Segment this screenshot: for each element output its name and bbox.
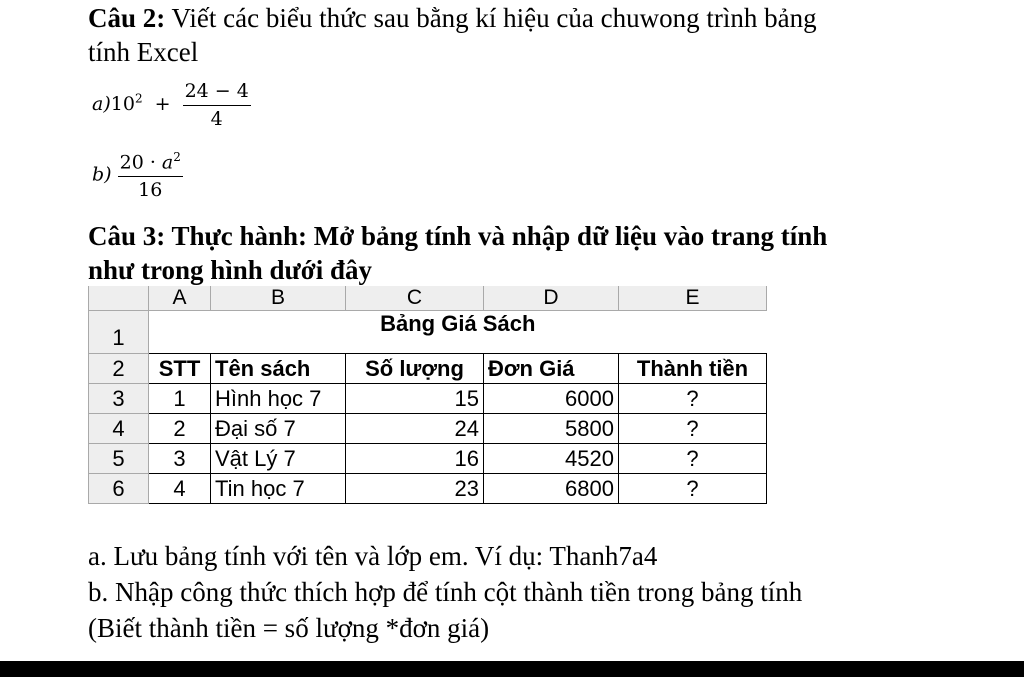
spreadsheet-table — [88, 286, 767, 504]
table-cell[interactable]: Vật Lý 7 — [211, 444, 346, 474]
table-cell[interactable]: Hình học 7 — [211, 384, 346, 414]
cau2-title — [88, 2, 817, 34]
header-cell-don-gia[interactable]: Đơn Giá — [484, 354, 619, 384]
formula-b-denominator: 16 — [138, 179, 163, 202]
table-cell[interactable]: Đại số 7 — [211, 414, 346, 444]
table-cell[interactable]: Tin học 7 — [211, 474, 346, 504]
formula-b-var: a — [161, 151, 174, 174]
table-cell[interactable]: ? — [619, 444, 767, 474]
column-header-c[interactable]: C — [346, 286, 484, 311]
header-cell-ten-sach[interactable]: Tên sách — [211, 354, 346, 384]
table-cell[interactable]: 4520 — [484, 444, 619, 474]
bottom-black-bar — [0, 661, 1024, 677]
formula-a-exp: 2 — [134, 91, 143, 106]
row-header-3[interactable]: 3 — [89, 384, 149, 414]
corner-cell[interactable] — [89, 286, 149, 311]
formula-b-label: b) — [92, 163, 112, 186]
cau2-text: Viết các biểu thức sau bằng kí hiệu của chuwong trình bảng — [165, 3, 817, 33]
cau3-title: Câu 3: Thực hành: Mở bảng tính và nhập dữ liệu vào trang tính — [88, 221, 828, 251]
cau3-title-line2: như trong hình dưới đây — [88, 255, 372, 285]
formula-a-fraction — [183, 80, 251, 130]
formula-a-numerator: 24 − 4 — [183, 80, 251, 106]
formula-a-label: a) — [92, 93, 111, 115]
table-row — [89, 444, 767, 474]
header-cell-so-luong[interactable]: Số lượng — [346, 354, 484, 384]
table-row — [89, 384, 767, 414]
table-cell[interactable]: ? — [619, 474, 767, 504]
formula-a-base: 10 — [110, 93, 135, 115]
table-row — [89, 311, 767, 354]
formula-b-fraction — [118, 150, 183, 201]
table-cell[interactable]: 23 — [346, 474, 484, 504]
formula-b-exp: 2 — [173, 150, 181, 164]
formula-a — [92, 80, 251, 130]
task-b-note: (Biết thành tiền = số lượng *đơn giá) — [88, 613, 490, 643]
column-header-e[interactable]: E — [619, 286, 767, 311]
row-header-6[interactable]: 6 — [89, 474, 149, 504]
table-cell[interactable]: 6800 — [484, 474, 619, 504]
formula-a-denominator: 4 — [210, 108, 223, 130]
formula-a-plus: + — [154, 93, 171, 115]
cau2-label: Câu 2: — [88, 3, 166, 33]
sheet-title-cell[interactable]: Bảng Giá Sách — [380, 311, 536, 336]
table-cell[interactable]: 2 — [149, 414, 211, 444]
table-row — [89, 354, 767, 384]
formula-b-coef: 20 · — [119, 151, 162, 174]
column-header-b[interactable]: B — [211, 286, 346, 311]
table-row — [89, 474, 767, 504]
task-b: b. Nhập công thức thích hợp để tính cột thành tiền trong bảng tính — [88, 577, 803, 607]
column-header-d[interactable]: D — [484, 286, 619, 311]
formula-b — [92, 150, 183, 201]
table-cell[interactable]: 24 — [346, 414, 484, 444]
table-row — [89, 414, 767, 444]
table-cell[interactable]: ? — [619, 384, 767, 414]
table-cell[interactable]: 4 — [149, 474, 211, 504]
header-cell-stt[interactable]: STT — [149, 354, 211, 384]
column-header-a[interactable]: A — [149, 286, 211, 311]
column-header-row — [89, 286, 767, 311]
task-a: a. Lưu bảng tính với tên và lớp em. Ví dụ: Thanh7a4 — [88, 541, 658, 571]
row-header-2[interactable]: 2 — [89, 354, 149, 384]
table-cell[interactable]: 16 — [346, 444, 484, 474]
row-header-4[interactable]: 4 — [89, 414, 149, 444]
cau2-title-line2: tính Excel — [88, 37, 199, 67]
table-cell[interactable]: 5800 — [484, 414, 619, 444]
formula-b-numerator — [118, 150, 183, 177]
table-cell[interactable]: 15 — [346, 384, 484, 414]
table-cell[interactable]: 6000 — [484, 384, 619, 414]
row-header-5[interactable]: 5 — [89, 444, 149, 474]
table-cell[interactable]: ? — [619, 414, 767, 444]
header-cell-thanh-tien[interactable]: Thành tiền — [619, 354, 767, 384]
table-cell[interactable]: 1 — [149, 384, 211, 414]
row-header-1[interactable]: 1 — [89, 311, 149, 354]
table-cell[interactable]: 3 — [149, 444, 211, 474]
